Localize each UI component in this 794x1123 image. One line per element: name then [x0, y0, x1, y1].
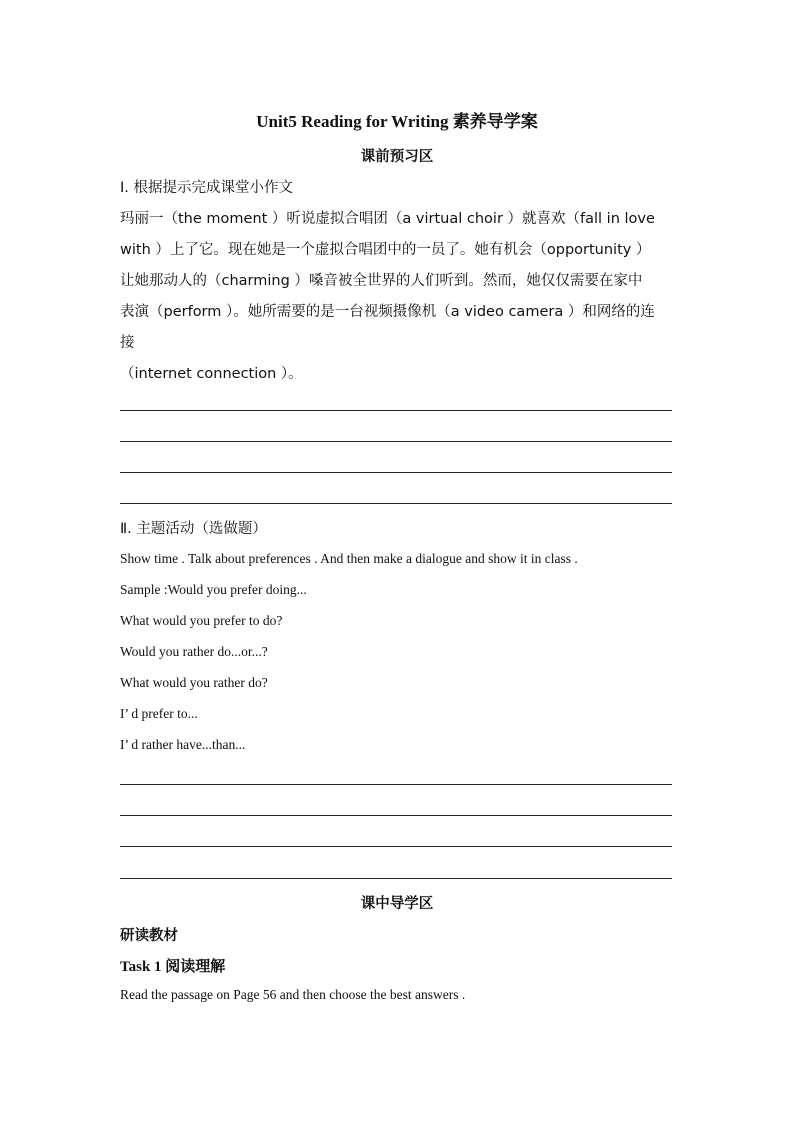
- part2-example: I’ d rather have...than...: [120, 737, 246, 752]
- part2-heading: Ⅱ. 主题活动（选做题）: [120, 521, 267, 537]
- answer-line: [120, 846, 672, 847]
- part1-line-5: 接: [120, 335, 135, 351]
- answer-line: [120, 815, 672, 816]
- part2-example: What would you prefer to do?: [120, 613, 283, 628]
- part1-line-4: 表演（perform ）。她所需要的是一台视频摄像机（a video camera ）和网络的连: [120, 304, 655, 320]
- part2-instruction: Show time . Talk about preferences . And then make a dialogue and show it in class .: [120, 551, 578, 566]
- answer-line: [120, 472, 672, 473]
- answer-line: [120, 503, 672, 504]
- part1-line-2: with ）上了它。现在她是一个虚拟合唱团中的一员了。她有机会（opportunity ）: [120, 242, 651, 258]
- study-heading: 研读教材: [120, 928, 178, 944]
- answer-line: [120, 441, 672, 442]
- part1-heading: I. 根据提示完成课堂小作文: [120, 180, 293, 196]
- part2-example: What would you rather do?: [120, 675, 268, 690]
- page-title: Unit5 Reading for Writing 素养导学案: [256, 112, 538, 131]
- task1-instruction: Read the passage on Page 56 and then choose the best answers .: [120, 987, 466, 1002]
- part2-example: I’ d prefer to...: [120, 706, 198, 721]
- part2-example: Would you rather do...or...?: [120, 644, 268, 659]
- answer-line: [120, 410, 672, 411]
- answer-line: [120, 878, 672, 879]
- answer-line: [120, 784, 672, 785]
- section-heading-preview: 课前预习区: [360, 149, 434, 165]
- part1-line-1: 玛丽一（the moment ）听说虚拟合唱团（a virtual choir ）就喜欢（fall in love: [120, 211, 655, 227]
- part1-line-6: （internet connection ）。: [120, 366, 303, 382]
- part1-line-3: 让她那动人的（charming ）嗓音被全世界的人们听到。然而，她仅仅需要在家中: [120, 273, 643, 289]
- task1-label: Task 1 阅读理解: [120, 959, 226, 975]
- part2-sample: Sample :Would you prefer doing...: [120, 582, 307, 597]
- section-heading-class: 课中导学区: [360, 896, 434, 912]
